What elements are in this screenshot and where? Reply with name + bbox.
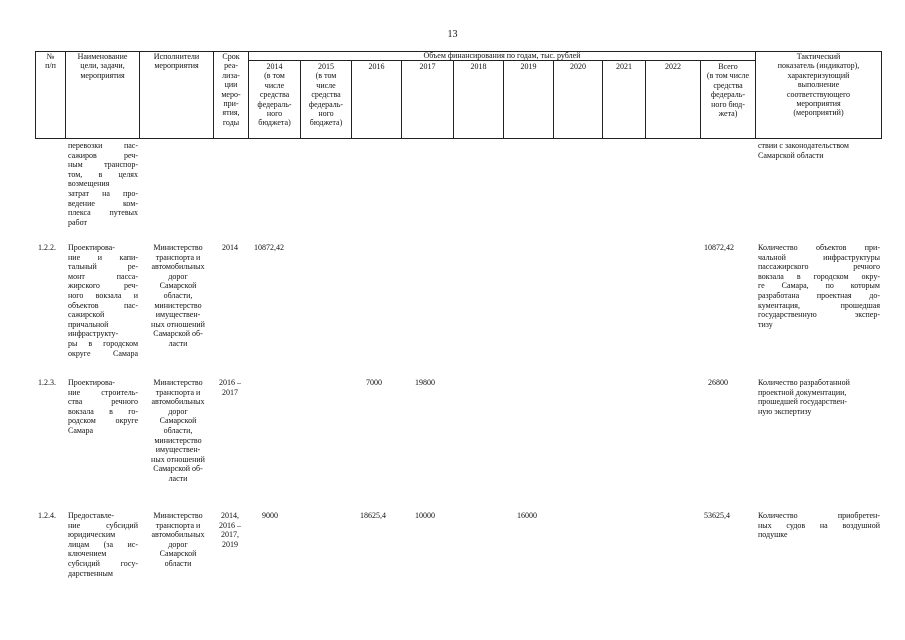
table-header [35, 51, 882, 139]
header-bottom-border [35, 138, 882, 139]
row-value-2016: 18625,4 [360, 511, 386, 520]
row-term: 2014, 2016 – 2017, 2019 [219, 511, 241, 549]
row-value-total: 26800 [708, 378, 728, 387]
row-value-2014: 10872,42 [254, 243, 284, 252]
continuation-name: перевозки пас- сажиров реч- ным транспор- том, в целях возмещения затрат на про- ведение ком- плекса путевых работ [68, 141, 138, 227]
header-year-2018: 2018 [470, 62, 487, 71]
row-indicator: Количество приобретен- ных судов на воздушной подушке [758, 511, 880, 540]
column-divider [645, 60, 646, 139]
table-border-right [881, 51, 882, 139]
column-divider [553, 60, 554, 139]
row-name: Проектирова- ние строитель- ства речного вокзала в го- родском округе Самара [68, 378, 138, 435]
header-year-2019: 2019 [520, 62, 537, 71]
row-value-total: 53625,4 [704, 511, 730, 520]
column-divider [351, 60, 352, 139]
row-value-2017: 19800 [415, 378, 435, 387]
header-year-2015: 2015 (в том числе средства федераль- ного бюджета) [308, 62, 344, 128]
row-value-total: 10872,42 [704, 243, 734, 252]
row-indicator: Количество разработанной проектной документации, прошедшей государствен- ную экспертизу [758, 378, 850, 416]
header-total: Всего (в том числе средства федераль- ного бюд- жета) [706, 62, 750, 119]
row-name: Проектирова- ние и капи- тальный ре- монт пасса- жирского реч- ного вокзала и объектов пас- сажирской причальной инфраструкту- ры в городском округе Самара [68, 243, 138, 358]
row-executor: Министерство транспорта и автомобильных дорог Самарской области, министерство имуществен- ных отношений Самарской об- ласти [151, 243, 205, 348]
header-year-2021: 2021 [616, 62, 632, 71]
row-number: 1.2.3. [38, 378, 56, 387]
column-divider [453, 60, 454, 139]
row-value-2016: 7000 [366, 378, 382, 387]
header-col-indicator: Тактический показатель (индикатор), характеризующий выполнение соответствующего мероприятия (мероприятий) [777, 52, 860, 118]
column-divider [401, 60, 402, 139]
header-year-2020: 2020 [570, 62, 586, 71]
header-year-2022: 2022 [665, 62, 681, 71]
header-financing-group: Объем финансирования по годам, тыс. рублей [423, 51, 581, 60]
row-value-2014: 9000 [262, 511, 278, 520]
row-term: 2014 [222, 243, 238, 252]
header-year-2017: 2017 [419, 62, 436, 71]
page-number: 13 [447, 29, 458, 40]
row-term: 2016 – 2017 [219, 378, 241, 397]
row-value-2019: 16000 [517, 511, 537, 520]
row-executor: Министерство транспорта и автомобильных дорог Самарской области, министерство имуществен- ных отношений Самарской об- ласти [151, 378, 205, 483]
row-executor: Министерство транспорта и автомобильных дорог Самарской области [151, 511, 205, 568]
column-divider [602, 60, 603, 139]
header-col-number: № п/п [45, 52, 56, 71]
row-name: Предоставле- ние субсидий юридическим лицам (за ис- ключением субсидий госу- дарственным [68, 511, 138, 578]
header-year-2016: 2016 [368, 62, 385, 71]
header-col-executor: Исполнители мероприятия [153, 52, 200, 71]
column-divider [503, 60, 504, 139]
row-value-2017: 10000 [415, 511, 435, 520]
header-col-term: Срок реа- лиза- ции меро- при- ятия, годы [221, 52, 241, 127]
header-col-name: Наименование цели, задачи, мероприятия [77, 52, 128, 80]
row-number: 1.2.4. [38, 511, 56, 520]
row-indicator: Количество объектов при- чальной инфраструктуры пассажирского речного вокзала в городском окру- ге Самара, по которым разработана проектная до- кументация, прошедшая государственную экспер- тизу [758, 243, 880, 329]
header-year-2014: 2014 (в том числе средства федераль- ного бюджета) [257, 62, 292, 128]
continuation-indicator: ствии с законодательством Самарской области [758, 141, 849, 160]
row-number: 1.2.2. [38, 243, 56, 252]
